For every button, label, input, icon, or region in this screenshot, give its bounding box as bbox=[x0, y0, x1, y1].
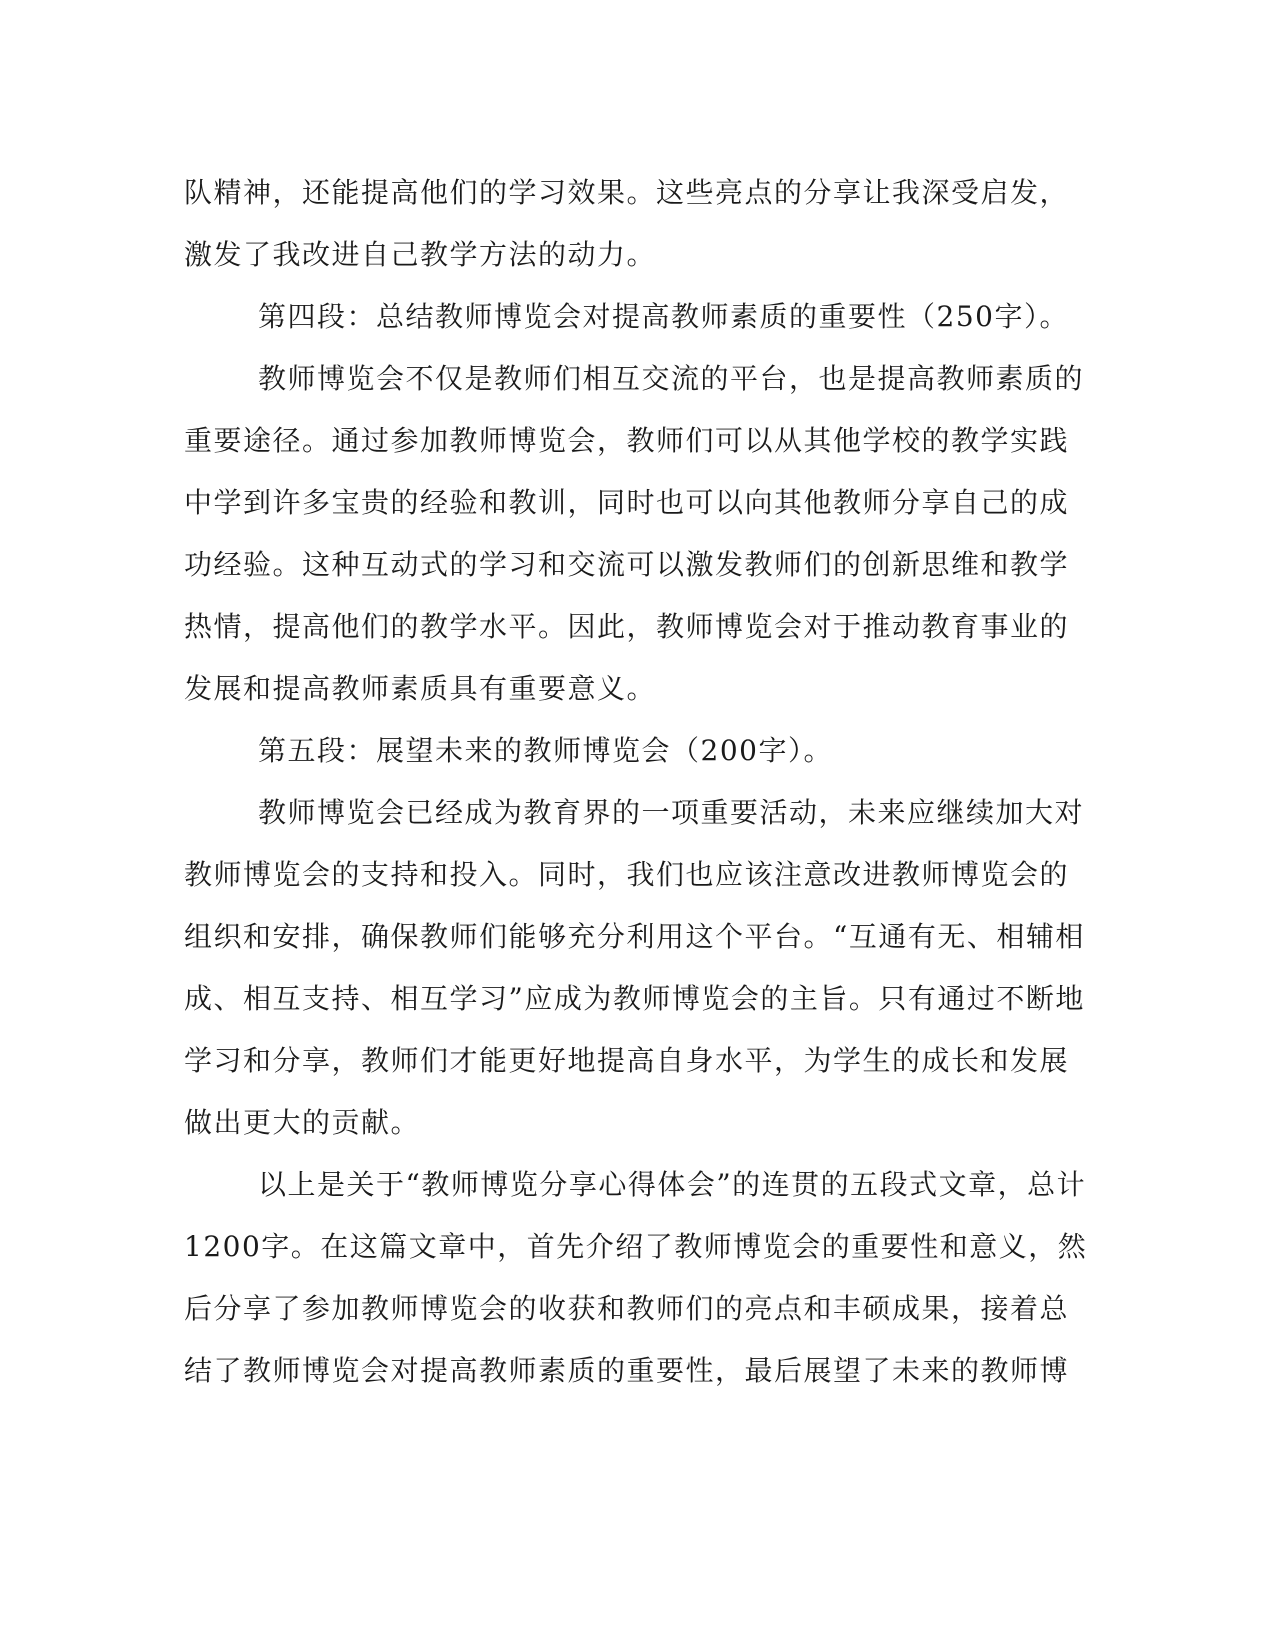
text-line: 队精神，还能提高他们的学习效果。这些亮点的分享让我深受启发， bbox=[184, 176, 1070, 209]
text-line: 以上是关于“教师博览分享心得体会”的连贯的五段式文章，总计 bbox=[258, 1168, 1087, 1201]
paragraph-summary bbox=[184, 1154, 1088, 1402]
section-heading-4 bbox=[184, 286, 1069, 348]
text-line: 功经验。这种互动式的学习和交流可以激发教师们的创新思维和教学 bbox=[184, 548, 1070, 581]
text-line: 发展和提高教师素质具有重要意义。 bbox=[184, 672, 657, 705]
heading-line: 第五段：展望未来的教师博览会（200字）。 bbox=[258, 734, 833, 767]
text-line: 教师博览会已经成为教育界的一项重要活动，未来应继续加大对 bbox=[258, 796, 1085, 829]
paragraph-continuation bbox=[184, 162, 1070, 286]
paragraph-section-5 bbox=[184, 782, 1085, 1154]
text-line: 重要途径。通过参加教师博览会，教师们可以从其他学校的教学实践 bbox=[184, 424, 1070, 457]
text-line: 学习和分享，教师们才能更好地提高自身水平，为学生的成长和发展 bbox=[184, 1044, 1070, 1077]
text-line: 1200字。在这篇文章中，首先介绍了教师博览会的重要性和意义，然 bbox=[184, 1230, 1088, 1263]
section-heading-5 bbox=[184, 720, 1044, 782]
document-body bbox=[184, 162, 1088, 1402]
text-line: 后分享了参加教师博览会的收获和教师们的亮点和丰硕成果，接着总 bbox=[184, 1292, 1070, 1325]
text-line: 教师博览会不仅是教师们相互交流的平台，也是提高教师素质的 bbox=[258, 362, 1085, 395]
text-line: 组织和安排，确保教师们能够充分利用这个平台。“互通有无、相辅相 bbox=[184, 920, 1085, 953]
text-line: 结了教师博览会对提高教师素质的重要性，最后展望了未来的教师博 bbox=[184, 1354, 1070, 1387]
text-line: 成、相互支持、相互学习”应成为教师博览会的主旨。只有通过不断地 bbox=[184, 982, 1085, 1015]
text-line: 热情，提高他们的教学水平。因此，教师博览会对于推动教育事业的 bbox=[184, 610, 1070, 643]
text-line: 做出更大的贡献。 bbox=[184, 1106, 421, 1139]
text-line: 激发了我改进自己教学方法的动力。 bbox=[184, 238, 657, 271]
paragraph-section-4 bbox=[184, 348, 1085, 720]
heading-line: 第四段：总结教师博览会对提高教师素质的重要性（250字）。 bbox=[258, 300, 1069, 333]
text-line: 教师博览会的支持和投入。同时，我们也应该注意改进教师博览会的 bbox=[184, 858, 1070, 891]
text-line: 中学到许多宝贵的经验和教训，同时也可以向其他教师分享自己的成 bbox=[184, 486, 1070, 519]
